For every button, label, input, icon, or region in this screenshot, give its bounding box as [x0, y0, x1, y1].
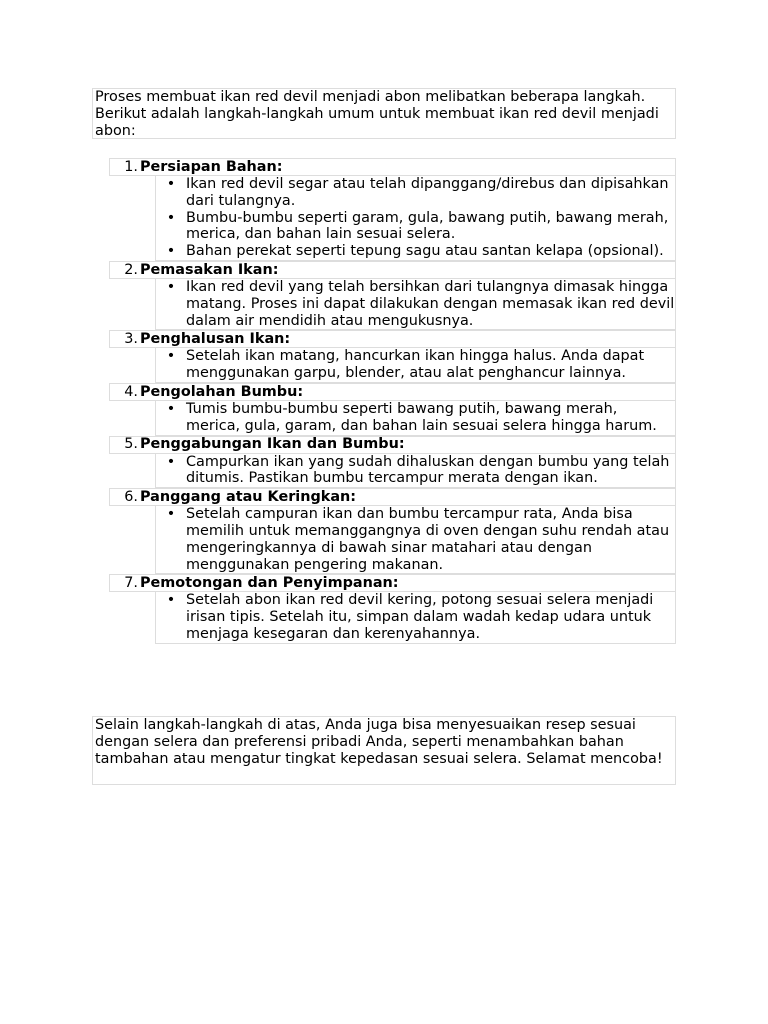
step-heading: [109, 330, 676, 348]
step-title: Penggabungan Ikan dan Bumbu:: [140, 436, 405, 453]
step-number: 1.: [124, 158, 138, 175]
step-title: Panggang atau Keringkan:: [140, 488, 357, 505]
list-item: [156, 176, 675, 210]
list-item: [156, 401, 675, 435]
step-heading: [109, 574, 676, 592]
bullet-text: Bumbu-bumbu seperti garam, gula, bawang putih, bawang merah, merica, dan bahan lain sesuai selera.: [186, 209, 669, 243]
step-title: Pemasakan Ikan:: [140, 261, 279, 278]
bullet-icon: •: [166, 209, 176, 226]
step-heading: [109, 383, 676, 401]
bullet-icon: •: [166, 400, 176, 417]
bullet-text: Ikan red devil yang telah bersihkan dari tulangnya dimasak hingga matang. Proses ini dapat dilakukan dengan memasak ikan red devil dalam air mendidih atau mengukusnya.: [186, 278, 675, 329]
bullet-icon: •: [166, 506, 176, 523]
step-title: Pemotongan dan Penyimpanan:: [140, 574, 399, 591]
step-title: Penghalusan Ikan:: [140, 330, 291, 347]
list-item: [156, 348, 675, 382]
step-bullet-list: [155, 176, 676, 261]
bullet-text: Ikan red devil segar atau telah dipanggang/direbus dan dipisahkan dari tulangnya.: [186, 176, 669, 209]
step-title: Persiapan Bahan:: [140, 158, 283, 175]
list-item: [156, 243, 675, 260]
bullet-text: Setelah ikan matang, hancurkan ikan hingga halus. Anda dapat menggunakan garpu, blender, atau alat penghancur lainnya.: [186, 348, 645, 382]
step-bullet-list: [155, 454, 676, 489]
step-bullet-list: [155, 506, 676, 574]
bullet-text: Setelah abon ikan red devil kering, potong sesuai selera menjadi irisan tipis. Setelah itu, simpan dalam wadah kedap udara untuk menjaga kesegaran dan kerenyahannya.: [186, 592, 654, 642]
bullet-icon: •: [166, 592, 176, 609]
intro-paragraph: Proses membuat ikan red devil menjadi abon melibatkan beberapa langkah. Berikut adalah langkah-langkah umum untuk membuat ikan red devil menjadi abon:: [92, 88, 676, 139]
closing-paragraph: Selain langkah-langkah di atas, Anda juga bisa menyesuaikan resep sesuai dengan selera dan preferensi pribadi Anda, seperti menambahkan bahan tambahan atau mengatur tingkat kepedasan sesuai selera. Selamat mencoba!: [92, 716, 676, 785]
step-bullet-list: [155, 348, 676, 383]
step-number: 2.: [124, 261, 138, 278]
list-item: [156, 279, 675, 329]
bullet-icon: •: [166, 348, 176, 365]
step-bullet-list: [155, 401, 676, 436]
step-bullet-list: [155, 279, 676, 330]
step-heading: [109, 261, 676, 279]
list-item: [156, 592, 675, 642]
steps-list: [109, 158, 676, 644]
bullet-icon: •: [166, 243, 176, 260]
step-heading: [109, 158, 676, 176]
step-bullet-list: [155, 592, 676, 643]
bullet-icon: •: [166, 278, 176, 295]
list-item: [156, 210, 675, 244]
step-number: 5.: [124, 436, 138, 453]
list-item: [156, 454, 675, 488]
bullet-icon: •: [166, 176, 176, 192]
step-number: 6.: [124, 488, 138, 505]
bullet-text: Campurkan ikan yang sudah dihaluskan dengan bumbu yang telah ditumis. Pastikan bumbu tercampur merata dengan ikan.: [186, 453, 670, 487]
bullet-text: Bahan perekat seperti tepung sagu atau santan kelapa (opsional).: [186, 243, 664, 260]
step-number: 7.: [124, 574, 138, 591]
step-heading: [109, 436, 676, 454]
bullet-text: Tumis bumbu-bumbu seperti bawang putih, bawang merah, merica, gula, garam, dan bahan lain sesuai selera hingga harum.: [186, 400, 657, 434]
bullet-text: Setelah campuran ikan dan bumbu tercampur rata, Anda bisa memilih untuk memanggangnya di oven dengan suhu rendah atau mengeringkannya di bawah sinar matahari atau dengan menggunakan pengering makanan.: [186, 506, 670, 573]
step-heading: [109, 488, 676, 506]
step-title: Pengolahan Bumbu:: [140, 383, 304, 400]
step-number: 3.: [124, 330, 138, 347]
step-number: 4.: [124, 383, 138, 400]
list-item: [156, 506, 675, 573]
bullet-icon: •: [166, 453, 176, 470]
